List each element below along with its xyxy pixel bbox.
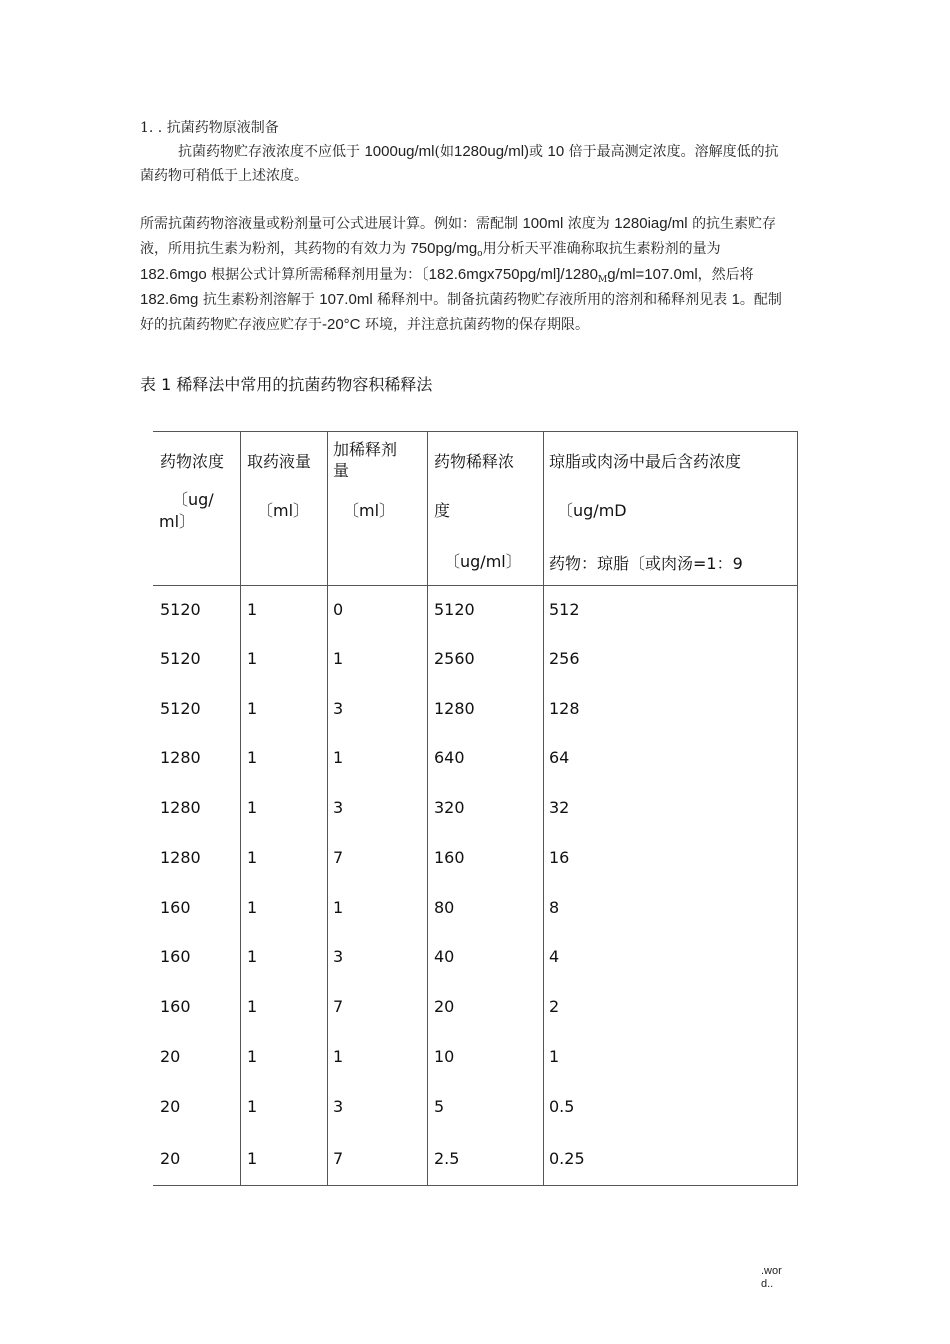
header-dilution-concentration-2: 度 <box>434 501 451 520</box>
cell-dilution-concentration: 10 <box>434 1047 455 1066</box>
cell-drug-concentration: 160 <box>160 997 191 1016</box>
header-drug-concentration: 药物浓度 <box>160 452 225 471</box>
header-drug-concentration-unit-1: 〔ug/ <box>172 490 214 509</box>
text-run: 的抗生素贮存 <box>692 216 777 232</box>
text-run: (如 <box>434 144 454 160</box>
table-top-border <box>153 431 798 432</box>
cell-drug-concentration: 5120 <box>160 699 201 718</box>
text-run: 环境，并注意抗菌药物的保存期限。 <box>364 317 589 333</box>
cell-drug-volume: 1 <box>247 898 258 917</box>
cell-drug-volume: 1 <box>247 1047 258 1066</box>
text-run: 1000ug/ml <box>364 143 435 160</box>
paragraph-2-line-5 <box>140 314 589 334</box>
table-bottom-border <box>153 1185 798 1186</box>
cell-dilution-concentration: 5 <box>434 1097 445 1116</box>
text-run: 浓度为 <box>567 216 610 232</box>
text-run: 〔182.6mgx750pg/ml]/1280 <box>421 266 598 283</box>
text-run: 10 <box>547 143 565 160</box>
text-run: -20°C <box>322 316 361 333</box>
text-run: 1280iag/ml <box>614 215 688 232</box>
cell-drug-volume: 1 <box>247 1097 258 1116</box>
cell-diluent-amount: 3 <box>333 798 344 817</box>
text-run: 根据公式计算所需稀释剂用量为： <box>211 267 422 283</box>
cell-diluent-amount: 1 <box>333 898 344 917</box>
paragraph-2-line-3 <box>140 263 754 285</box>
cell-dilution-concentration: 80 <box>434 898 455 917</box>
text-run: 液，所用抗生素为粉剂，其药物的有效力为 <box>140 241 406 257</box>
cell-dilution-concentration: 2560 <box>434 649 475 668</box>
cell-final-concentration: 1 <box>549 1047 560 1066</box>
cell-drug-concentration: 1280 <box>160 798 201 817</box>
table-column-divider <box>427 431 428 1186</box>
cell-final-concentration: 128 <box>549 699 580 718</box>
header-diluent-amount-unit: 〔ml〕 <box>343 501 396 520</box>
cell-dilution-concentration: 40 <box>434 947 455 966</box>
header-final-concentration-unit: 〔ug/mD <box>557 501 627 520</box>
paragraph-2-line-1 <box>140 213 776 233</box>
cell-drug-volume: 1 <box>247 798 258 817</box>
cell-drug-concentration: 1280 <box>160 748 201 767</box>
footer-line-1: .wor <box>761 1265 782 1277</box>
cell-drug-volume: 1 <box>247 748 258 767</box>
text-run: 或 <box>529 144 544 160</box>
cell-drug-volume: 1 <box>247 600 258 619</box>
table-right-border <box>797 431 798 1186</box>
cell-drug-concentration: 1280 <box>160 848 201 867</box>
cell-final-concentration: 0.25 <box>549 1149 585 1168</box>
cell-dilution-concentration: 20 <box>434 997 455 1016</box>
cell-drug-concentration: 160 <box>160 947 191 966</box>
header-drug-concentration-unit-2: ml〕 <box>159 512 196 531</box>
text-run: 1280ug/ml) <box>453 143 530 160</box>
cell-drug-concentration: 20 <box>160 1149 181 1168</box>
text-run: g/ml=107.0ml <box>607 266 698 283</box>
header-dilution-concentration-unit: 〔ug/ml〕 <box>444 552 522 571</box>
text-run: 100ml <box>522 215 564 232</box>
header-final-concentration-ratio: 药物：琼脂〔或肉汤=1：9 <box>549 554 743 573</box>
subscript: M <box>597 275 608 285</box>
footer-line-2: d.. <box>761 1278 774 1290</box>
subscript: o <box>477 249 483 259</box>
cell-drug-volume: 1 <box>247 848 258 867</box>
cell-dilution-concentration: 5120 <box>434 600 475 619</box>
cell-diluent-amount: 7 <box>333 848 344 867</box>
header-drug-volume: 取药液量 <box>247 452 312 471</box>
cell-diluent-amount: 1 <box>333 748 344 767</box>
text-run: 抗生素粉剂溶解于 <box>202 292 315 308</box>
text-run: 用分析天平准确称取抗生素粉剂的量为 <box>482 241 721 257</box>
cell-dilution-concentration: 160 <box>434 848 465 867</box>
cell-final-concentration: 8 <box>549 898 560 917</box>
cell-diluent-amount: 1 <box>333 649 344 668</box>
text-run: 1 <box>731 291 740 308</box>
cell-diluent-amount: 0 <box>333 600 344 619</box>
header-final-concentration: 琼脂或肉汤中最后含药浓度 <box>549 452 742 471</box>
cell-final-concentration: 4 <box>549 947 560 966</box>
header-diluent-amount: 加稀释剂 <box>333 440 398 459</box>
cell-final-concentration: 0.5 <box>549 1097 575 1116</box>
header-drug-volume-unit: 〔ml〕 <box>257 501 310 520</box>
table-column-divider <box>240 431 241 1186</box>
cell-drug-volume: 1 <box>247 1149 258 1168</box>
cell-final-concentration: 2 <box>549 997 560 1016</box>
paragraph-1-line-1 <box>178 141 779 161</box>
cell-diluent-amount: 7 <box>333 1149 344 1168</box>
text-run: 。配制 <box>739 292 782 308</box>
cell-drug-volume: 1 <box>247 997 258 1016</box>
header-dilution-concentration: 药物稀释浓 <box>434 452 515 471</box>
text-run: 好的抗菌药物贮存液应贮存于 <box>140 317 322 333</box>
text-run: 抗菌药物贮存液浓度不应低于 <box>178 144 360 160</box>
cell-dilution-concentration: 2.5 <box>434 1149 460 1168</box>
cell-final-concentration: 32 <box>549 798 570 817</box>
paragraph-1-line-2: 菌药物可稍低于上述浓度。 <box>140 168 308 184</box>
cell-drug-concentration: 5120 <box>160 600 201 619</box>
cell-diluent-amount: 3 <box>333 699 344 718</box>
cell-final-concentration: 16 <box>549 848 570 867</box>
cell-diluent-amount: 3 <box>333 947 344 966</box>
text-run: 182.6mgo <box>140 266 207 283</box>
cell-drug-volume: 1 <box>247 699 258 718</box>
cell-drug-volume: 1 <box>247 947 258 966</box>
cell-drug-concentration: 5120 <box>160 649 201 668</box>
text-run: 倍于最高测定浓度。溶解度低的抗 <box>568 144 779 160</box>
table-caption: 表 1 稀释法中常用的抗菌药物容积稀释法 <box>140 375 433 394</box>
cell-dilution-concentration: 640 <box>434 748 465 767</box>
cell-diluent-amount: 7 <box>333 997 344 1016</box>
paragraph-2-line-2 <box>140 238 721 259</box>
text-run: 750pg/mg <box>410 240 478 257</box>
text-run: 107.0ml <box>319 291 373 308</box>
text-run: 182.6mg <box>140 291 199 308</box>
text-run: 所需抗菌药物溶液量或粉剂量可公式进展计算。例如：需配制 <box>140 216 518 232</box>
cell-diluent-amount: 3 <box>333 1097 344 1116</box>
text-run: ，然后将 <box>697 267 754 283</box>
cell-final-concentration: 512 <box>549 600 580 619</box>
table-header-divider <box>153 585 798 586</box>
header-diluent-amount-2: 量 <box>333 461 350 480</box>
cell-drug-concentration: 160 <box>160 898 191 917</box>
cell-final-concentration: 256 <box>549 649 580 668</box>
cell-drug-volume: 1 <box>247 649 258 668</box>
paragraph-2-line-4 <box>140 289 782 309</box>
text-run: 稀释剂中。制备抗菌药物贮存液所用的溶剂和稀释剂见表 <box>377 292 728 308</box>
cell-final-concentration: 64 <box>549 748 570 767</box>
cell-diluent-amount: 1 <box>333 1047 344 1066</box>
cell-dilution-concentration: 1280 <box>434 699 475 718</box>
cell-drug-concentration: 20 <box>160 1097 181 1116</box>
cell-drug-concentration: 20 <box>160 1047 181 1066</box>
table-column-divider <box>327 431 328 1186</box>
table-column-divider <box>543 431 544 1186</box>
section-title: 1. . 抗菌药物原液制备 <box>140 120 279 136</box>
cell-dilution-concentration: 320 <box>434 798 465 817</box>
